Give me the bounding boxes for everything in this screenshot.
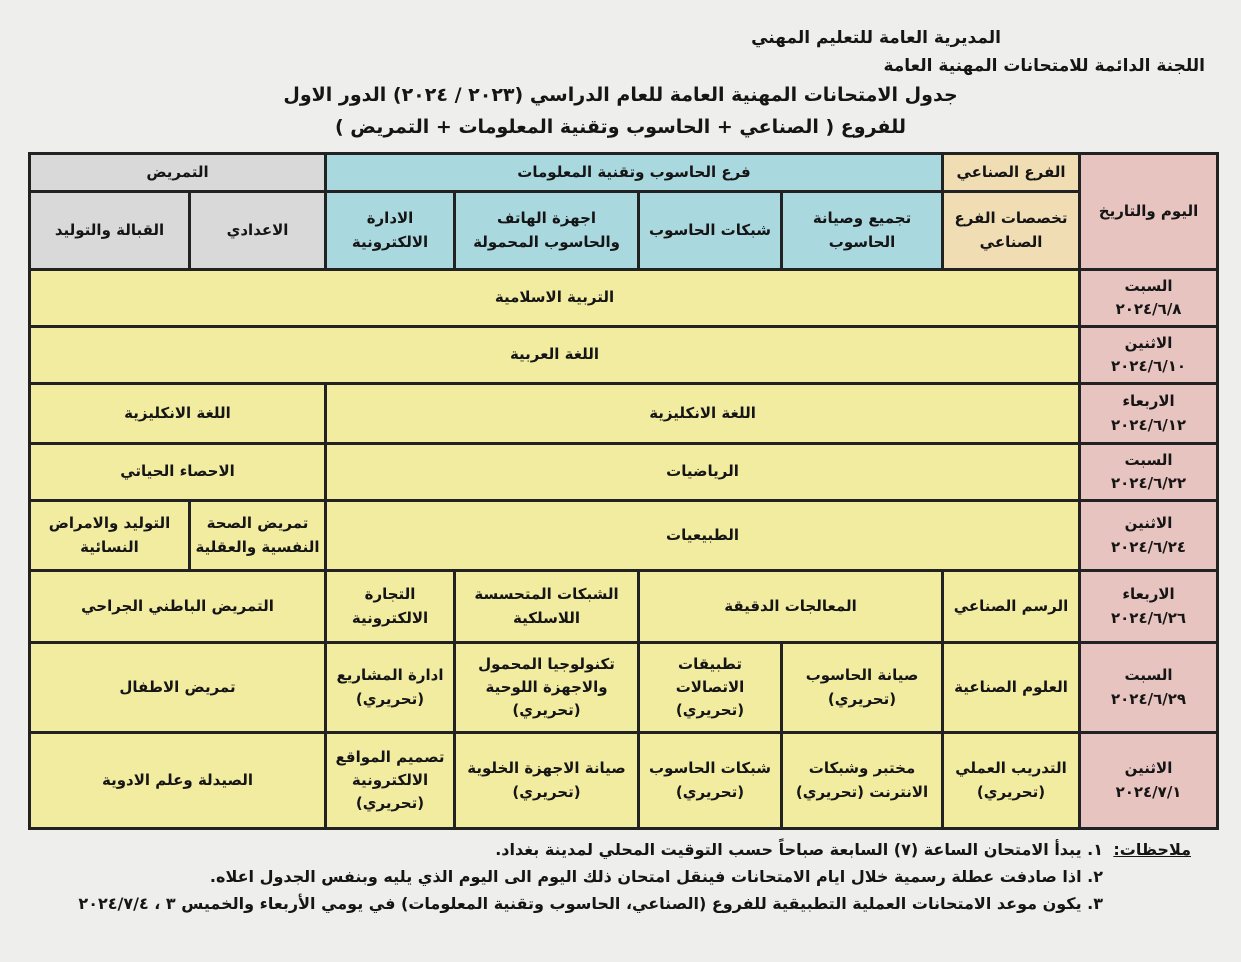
day-name: الاثنين — [1124, 333, 1173, 352]
exam-schedule-table — [28, 152, 1219, 830]
row-day-date — [1080, 384, 1218, 444]
row-day-date — [1080, 327, 1218, 384]
subject-cell: اللغة الانكليزية — [326, 384, 1080, 444]
row-day-date — [1080, 501, 1218, 571]
subject-cell: ادارة المشاريع (تحريري) — [326, 643, 455, 733]
nursing-subject-cell: التوليد والامراض النسائية — [30, 501, 190, 571]
exam-date: ٢٠٢٤/٦/٢٢ — [1110, 474, 1187, 492]
subject-cell: مختبر وشبكات الانترنت (تحريري) — [782, 733, 943, 829]
industrial-specializations-header: تخصصات الفرع الصناعي — [943, 192, 1080, 270]
org-name-line2: اللجنة الدائمة للامتحانات المهنية العامة — [883, 56, 1205, 76]
nursing-subject-cell: التمريض الباطني الجراحي — [30, 571, 326, 643]
industrial-subject-cell: الرسم الصناعي — [943, 571, 1080, 643]
exam-date: ٢٠٢٤/٦/٢٦ — [1110, 608, 1187, 627]
industrial-subject-cell: التدريب العملي (تحريري) — [943, 733, 1080, 829]
schedule-subtitle: للفروع ( الصناعي + الحاسوب وتقنية المعلومات + التمريض ) — [335, 116, 906, 138]
row-day-date — [1080, 444, 1218, 501]
subject-cell: صيانة الاجهزة الخلوية (تحريري) — [455, 733, 639, 829]
day-name: السبت — [1124, 450, 1173, 469]
computer-branch-header: فرع الحاسوب وتقنية المعلومات — [326, 154, 943, 192]
nursing-subject-cell: تمريض الصحة النفسية والعقلية — [190, 501, 326, 571]
notes-label: ملاحظات: — [1113, 840, 1191, 859]
exam-date: ٢٠٢٤/٧/١ — [1115, 782, 1182, 801]
day-name: الاثنين — [1124, 759, 1173, 778]
nursing-preparatory-header: الاعدادي — [190, 192, 326, 270]
subject-cell: تكنولوجيا المحمول والاجهزة اللوحية (تحريري) — [455, 643, 639, 733]
row-day-date — [1080, 270, 1218, 327]
nursing-subject-cell: تمريض الاطفال — [30, 643, 326, 733]
row-day-date — [1080, 571, 1218, 643]
subject-cell: المعالجات الدقيقة — [639, 571, 943, 643]
note-item: ١. يبدأ الامتحان الساعة (٧) السابعة صباحاً حسب التوقيت المحلي لمدينة بغداد. — [495, 840, 1103, 859]
note-item: ٢. اذا صادفت عطلة رسمية خلال ايام الامتحانات فينقل امتحان ذلك اليوم الى اليوم الذي يليه وبنفس الجدول اعلاه. — [209, 867, 1103, 886]
row-day-date — [1080, 733, 1218, 829]
day-name: الاثنين — [1124, 514, 1173, 533]
exam-date: ٢٠٢٤/٦/٨ — [1115, 300, 1182, 318]
note-row — [31, 863, 1191, 890]
schedule-title: جدول الامتحانات المهنية العامة للعام الدراسي (٢٠٢٣ / ٢٠٢٤) الدور الاول — [283, 84, 958, 106]
note-row — [31, 890, 1191, 917]
computer-networks-header: شبكات الحاسوب — [639, 192, 782, 270]
subject-cell: تصميم المواقع الالكترونية (تحريري) — [326, 733, 455, 829]
subject-cell: الشبكات المتحسسة اللاسلكية — [455, 571, 639, 643]
subject-cell: الرياضيات — [326, 444, 1080, 501]
exam-date: ٢٠٢٤/٦/١٢ — [1110, 415, 1187, 434]
note-row — [31, 836, 1191, 863]
e-management-header: الادارة الالكترونية — [326, 192, 455, 270]
industrial-branch-header: الفرع الصناعي — [943, 154, 1080, 192]
subject-cell: شبكات الحاسوب (تحريري) — [639, 733, 782, 829]
day-name: الاربعاء — [1122, 585, 1175, 604]
subject-cell: الطبيعيات — [326, 501, 1080, 571]
note-item: ٣. يكون موعد الامتحانات العملية التطبيقية للفروع (الصناعي، الحاسوب وتقنية المعلومات) في يومي الأربعاء والخميس ٣ ، ٢٠٢٤/٧/٤ — [78, 894, 1103, 913]
org-name-line1: المديرية العامة للتعليم المهني — [751, 28, 1001, 48]
subject-cell: صيانة الحاسوب (تحريري) — [782, 643, 943, 733]
mobile-devices-header: اجهزة الهاتف والحاسوب المحمولة — [455, 192, 639, 270]
subject-cell: اللغة العربية — [30, 327, 1080, 384]
notes-section — [31, 836, 1191, 917]
midwifery-header: القبالة والتوليد — [30, 192, 190, 270]
row-day-date — [1080, 643, 1218, 733]
exam-date: ٢٠٢٤/٦/٢٩ — [1110, 689, 1187, 708]
industrial-subject-cell: العلوم الصناعية — [943, 643, 1080, 733]
nursing-subject-cell: اللغة الانكليزية — [30, 384, 326, 444]
subject-cell: تطبيقات الاتصالات (تحريري) — [639, 643, 782, 733]
day-name: الاربعاء — [1122, 392, 1175, 411]
nursing-branch-header: التمريض — [30, 154, 326, 192]
computer-assembly-header: تجميع وصيانة الحاسوب — [782, 192, 943, 270]
exam-date: ٢٠٢٤/٦/١٠ — [1110, 357, 1187, 375]
day-name: السبت — [1124, 666, 1173, 685]
subject-cell: التجارة الالكترونية — [326, 571, 455, 643]
nursing-subject-cell: الصيدلة وعلم الادوية — [30, 733, 326, 829]
subject-cell: التربية الاسلامية — [30, 270, 1080, 327]
exam-date: ٢٠٢٤/٦/٢٤ — [1110, 537, 1187, 556]
day-date-header: اليوم والتاريخ — [1080, 154, 1218, 270]
nursing-subject-cell: الاحصاء الحياتي — [30, 444, 326, 501]
day-name: السبت — [1124, 276, 1173, 295]
